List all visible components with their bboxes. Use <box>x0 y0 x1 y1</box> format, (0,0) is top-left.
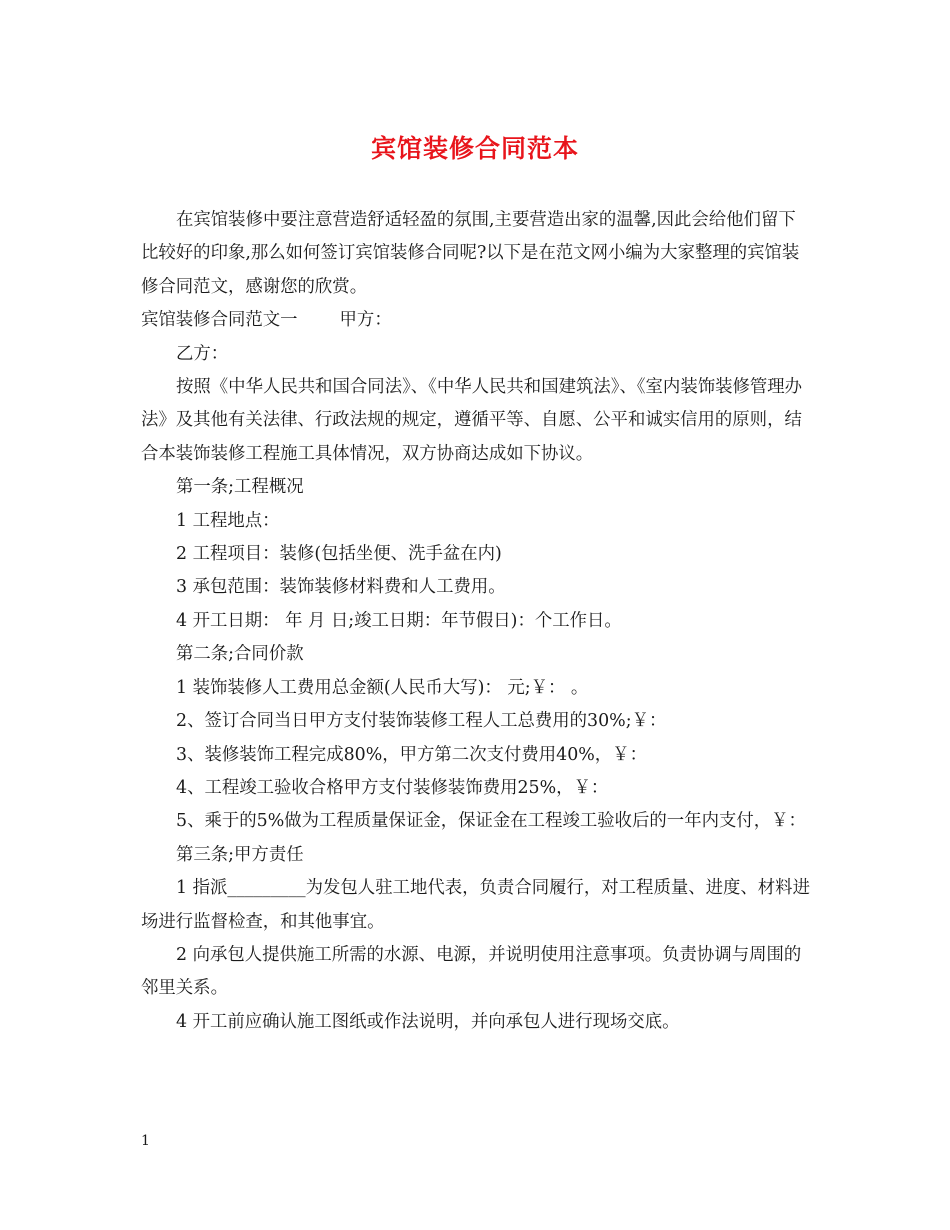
document-body <box>141 204 813 1039</box>
party-a-label: 甲方： <box>339 310 392 331</box>
section-heading: 宾馆装修合同范文一 <box>141 310 298 331</box>
page-number: 1 <box>141 1133 150 1149</box>
article-1-item: 4 开工日期： 年 月 日;竣工日期：年节假日)：个工作日。 <box>176 610 622 631</box>
intro-paragraph: 在宾馆装修中要注意营造舒适轻盈的氛围,主要营造出家的温馨,因此会给他们留下比较好的印象,那么如何签订宾馆装修合同呢?以下是在范文网小编为大家整理的宾馆装修合同范文，感谢您的欣赏。 <box>141 210 800 297</box>
article-2-item: 2、签订合同当日甲方支付装饰装修工程人工总费用的30%;￥： <box>176 711 667 732</box>
article-1-item: 3 承包范围：装饰装修材料费和人工费用。 <box>176 577 506 598</box>
article-1-item: 1 工程地点： <box>176 510 280 531</box>
article-2-heading: 第二条;合同价款 <box>176 644 304 665</box>
article-3-item: 4 开工前应确认施工图纸或作法说明，并向承包人进行现场交底。 <box>176 1011 680 1032</box>
article-2-item: 1 装饰装修人工费用总金额(人民币大写)： 元;￥： 。 <box>176 677 589 698</box>
party-b-label: 乙方： <box>176 343 229 364</box>
article-1-heading: 第一条;工程概况 <box>176 477 304 498</box>
article-3-heading: 第三条;甲方责任 <box>176 844 304 865</box>
article-1-item: 2 工程项目：装修(包括坐便、洗手盆在内) <box>176 544 502 565</box>
article-3-item: 2 向承包人提供施工所需的水源、电源，并说明使用注意事项。负责协调与周围的邻里关系。 <box>141 944 802 999</box>
article-2-item: 3、装修装饰工程完成80%，甲方第二次支付费用40%，￥： <box>176 744 647 765</box>
article-2-item: 4、工程竣工验收合格甲方支付装修装饰费用25%，￥： <box>176 777 609 798</box>
article-2-item: 5、乘于的5%做为工程质量保证金，保证金在工程竣工验收后的一年内支付，￥： <box>176 811 806 832</box>
preamble-paragraph: 按照《中华人民共和国合同法》、《中华人民共和国建筑法》、《室内装饰装修管理办法》及其他有关法律、行政法规的规定，遵循平等、自愿、公平和诚实信用的原则，结合本装饰装修工程施工具体情况，双方协商达成如下协议。 <box>141 377 803 464</box>
article-3-item: 1 指派_________为发包人驻工地代表，负责合同履行，对工程质量、进度、材料进场进行监督检查，和其他事宜。 <box>141 878 810 932</box>
section-heading-line <box>141 304 813 337</box>
document-title: 宾馆装修合同范本 <box>370 134 579 163</box>
